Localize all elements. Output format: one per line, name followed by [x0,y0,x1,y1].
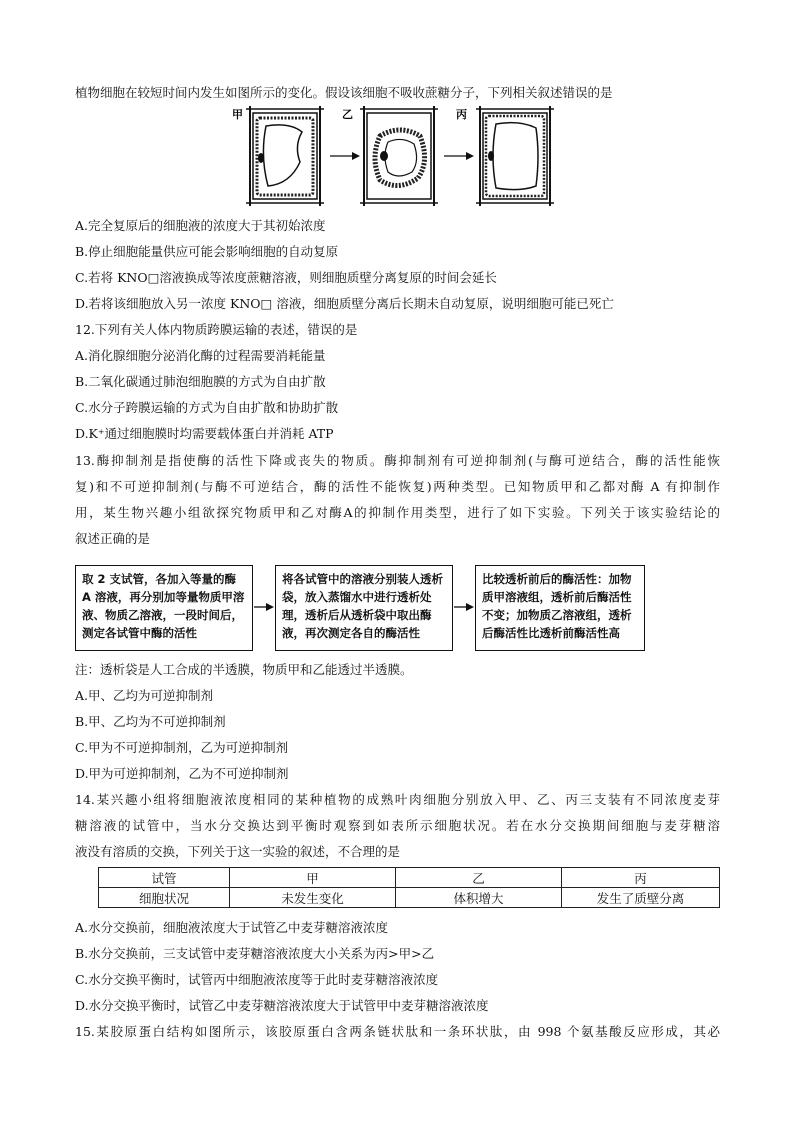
flow-step-3: 比较透析前后的酶活性：加物质甲溶液组，透析前后酶活性不变；加物质乙溶液组，透析后酶活性比透析前酶活性高 [475,565,645,651]
flow-step-1: 取 2 支试管，各加入等量的酶 A 溶液，再分别加等量物质甲溶液、物质乙溶液，一段时间后，测定各试管中酶的活性 [75,565,253,651]
cell-bing-drawing [476,106,554,206]
figure-label-jia: 甲 [232,108,243,121]
q11-option-c: C.若将 KNO□溶液换成等浓度蔗糖溶液，则细胞质壁分离复原的时间会延长 [75,270,497,285]
q13-option-a: A.甲、乙均为可逆抑制剂 [75,688,214,703]
table-header-cell: 甲 [230,868,396,888]
q14-stem-line-2: 糖溶液的试管中，当水分交换达到平衡时观察到如表所示细胞状况。若在水分交换期间细胞与麦芽糖溶 [75,818,720,833]
q13-option-d: D.甲为可逆抑制剂，乙为不可逆抑制剂 [75,766,289,781]
q13-stem-line-3: 用，某生物兴趣小组欲探究物质甲和乙对酶A的抑制作用类型，进行了如下实验。下列关于该实验结论的 [75,505,720,520]
q12-option-d: D.K⁺通过细胞膜时均需要载体蛋白并消耗 ATP [75,426,334,441]
q14-cell-status-table [98,867,720,908]
cell-jia-drawing [246,106,324,206]
q14-option-a: A.水分交换前，细胞液浓度大于试管乙中麦芽糖溶液浓度 [75,920,389,935]
q11-stem: 植物细胞在较短时间内发生如图所示的变化。假设该细胞不吸收蔗糖分子，下列相关叙述错误的是 [75,85,613,100]
q14-stem-line-1: 14.某兴趣小组将细胞液浓度相同的某种植物的成熟叶肉细胞分别放入甲、乙、丙三支装有不同浓度麦芽 [75,792,720,807]
table-cell: 发生了质壁分离 [562,888,720,908]
q11-option-b: B.停止细胞能量供应可能会影响细胞的自动复原 [75,244,339,259]
q12-option-c: C.水分子跨膜运输的方式为自由扩散和协助扩散 [75,400,339,415]
cell-yi-drawing [360,106,438,206]
q11-option-a: A.完全复原后的细胞液的浓度大于其初始浓度 [75,218,326,233]
flow-step-2: 将各试管中的溶液分别装人透析袋，放入蒸馏水中进行透析处理，透析后从透析袋中取出酶液，再次测定各自的酶活性 [275,565,453,651]
q14-option-d: D.水分交换平衡时，试管乙中麦芽糖溶液浓度大于试管甲中麦芽糖溶液浓度 [75,998,489,1013]
q13-stem-line-4: 叙述正确的是 [75,531,151,546]
q14-option-c: C.水分交换平衡时，试管丙中细胞液浓度等于此时麦芽糖溶液浓度 [75,972,439,987]
table-header-cell: 试管 [99,868,230,888]
q13-stem-line-2: 复)和不可逆抑制剂(与酶不可逆结合，酶的活性不能恢复)两种类型。已知物质甲和乙都对酶 A 有抑制作 [75,479,720,494]
q15-stem: 15.某胶原蛋白结构如图所示，该胶原蛋白含两条链状肽和一条环状肽，由 998 个氨基酸反应形成，其必 [75,1024,720,1039]
figure-label-yi: 乙 [342,108,353,121]
table-cell: 细胞状况 [99,888,230,908]
q14-stem-line-3: 液没有溶质的交换，下列关于这一实验的叙述，不合理的是 [75,844,401,859]
q13-note: 注：透析袋是人工合成的半透膜，物质甲和乙能透过半透膜。 [75,662,413,677]
table-row [99,888,720,908]
q13-option-b: B.甲、乙均为不可逆抑制剂 [75,714,226,729]
table-cell: 未发生变化 [230,888,396,908]
table-cell: 体积增大 [396,888,562,908]
table-header-cell: 丙 [562,868,720,888]
q11-option-d: D.若将该细胞放入另一浓度 KNO□ 溶液，细胞质壁分离后长期未自动复原，说明细胞可能已死亡 [75,296,614,311]
q12-option-a: A.消化腺细胞分泌消化酶的过程需要消耗能量 [75,348,326,363]
experiment-flowchart [75,565,720,655]
flow-arrow-2 [454,600,474,614]
plasmolysis-figure [230,106,560,206]
figure-label-bing: 丙 [456,108,467,121]
q13-option-c: C.甲为不可逆抑制剂，乙为可逆抑制剂 [75,740,289,755]
q14-option-b: B.水分交换前，三支试管中麦芽糖溶液浓度大小关系为丙>甲>乙 [75,946,435,961]
table-header-row [99,868,720,888]
q13-stem-line-1: 13.酶抑制剂是指使酶的活性下降或丧失的物质。酶抑制剂有可逆抑制剂(与酶可逆结合，酶的活性能恢 [75,453,720,468]
q12-stem: 12.下列有关人体内物质跨膜运输的表述，错误的是 [75,322,358,337]
table-header-cell: 乙 [396,868,562,888]
flow-arrow-1 [254,600,274,614]
q12-option-b: B.二氧化碳通过肺泡细胞膜的方式为自由扩散 [75,374,326,389]
